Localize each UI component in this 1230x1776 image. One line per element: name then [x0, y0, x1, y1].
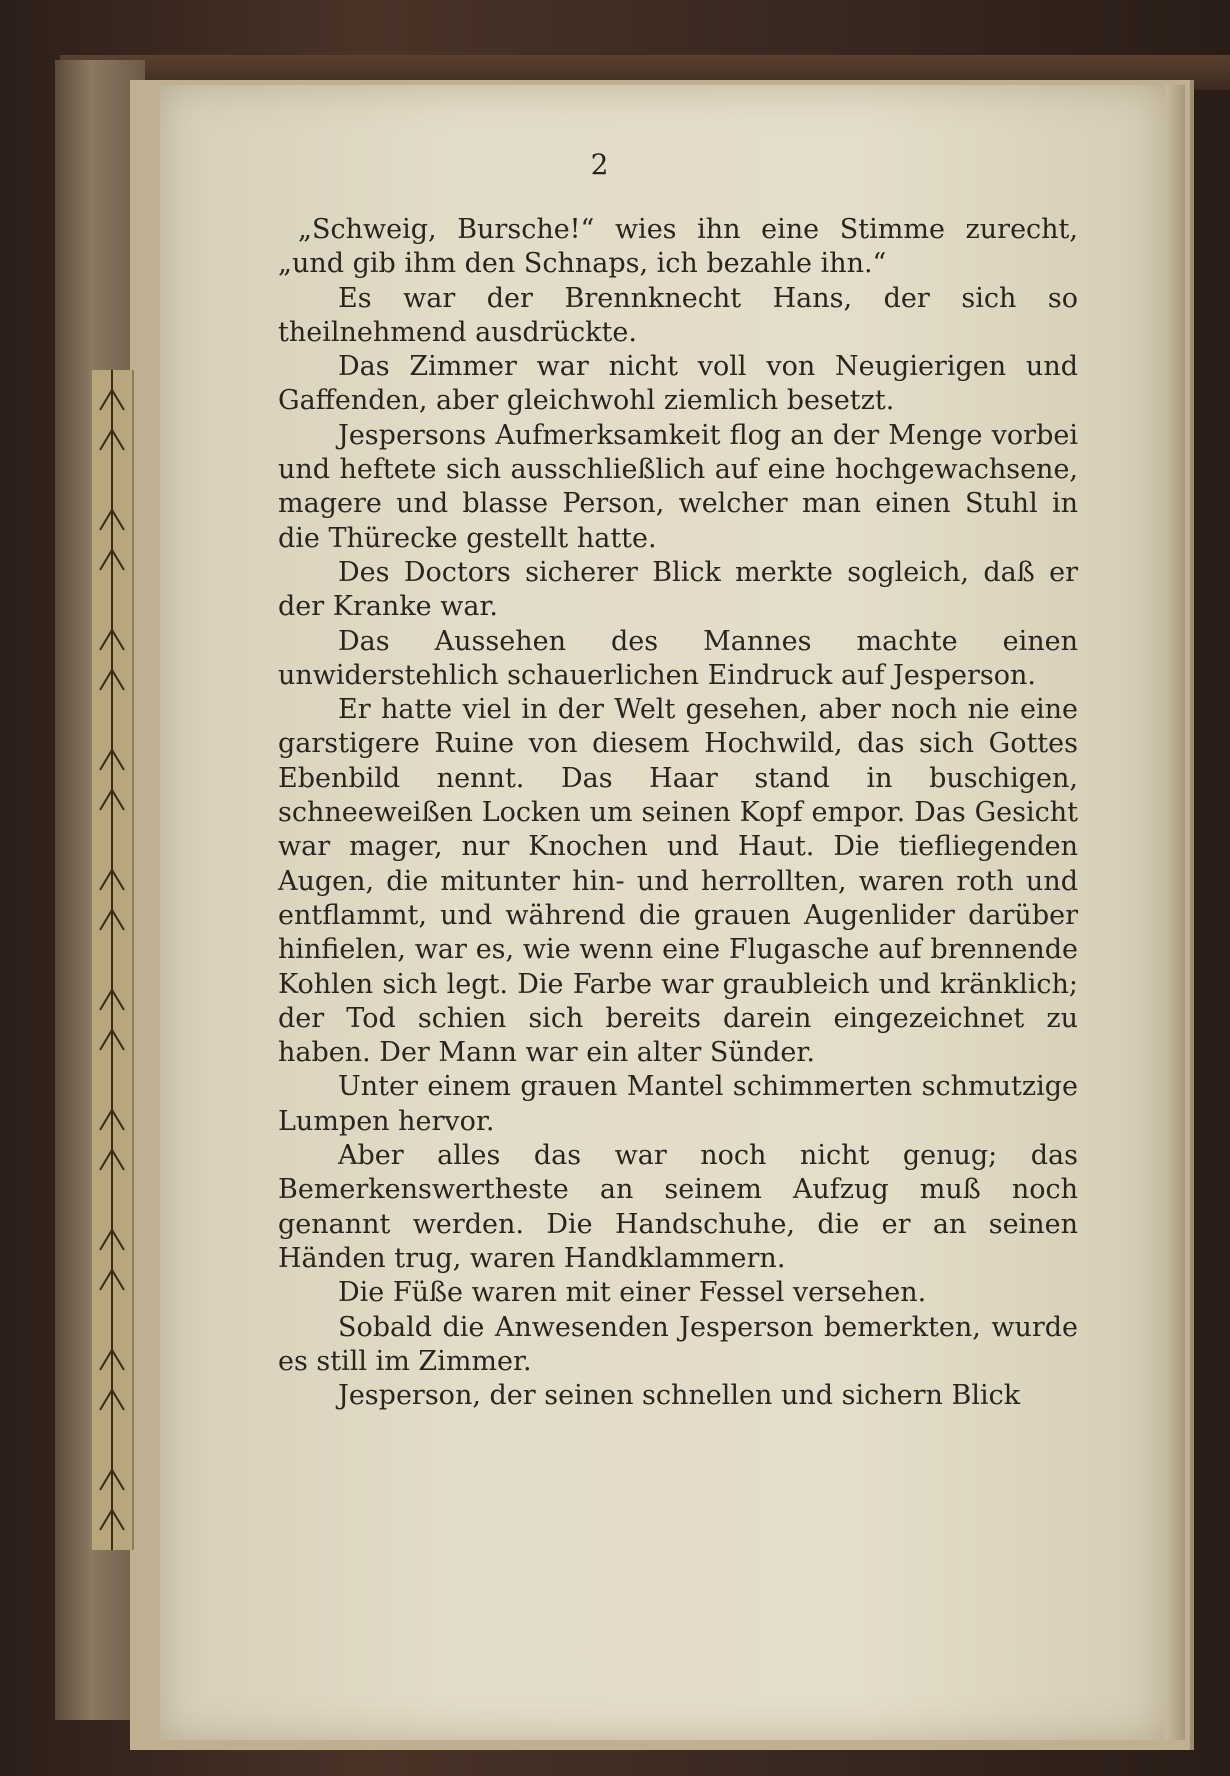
paragraph: Aber alles das war noch nicht genug; das Bemerkenswertheste an seinem Aufzug muß noch genannt werden. Die Handschuhe, die er an seinen Händen trug, waren Handklammern. [278, 1140, 1078, 1274]
ornamental-border [90, 370, 134, 1550]
paragraph: Das Aussehen des Mannes machte einen unwiderstehlich schauerlichen Eindruck auf Jesperson. [278, 625, 1078, 691]
paragraph: Jespersons Aufmerksamkeit flog an der Menge vorbei und heftete sich ausschließlich auf eine hochgewachsene, magere und blasse Person, welcher man einen Stuhl in die Thürecke gestellt hatte. [278, 419, 1078, 554]
paragraph: Die Füße waren mit einer Fessel versehen. [338, 1277, 927, 1309]
paragraph: Das Zimmer war nicht voll von Neugierigen und Gaffenden, aber gleichwohl ziemlich besetzt. [278, 351, 1078, 417]
page-number: 2 [590, 148, 610, 181]
paragraph: Des Doctors sicherer Blick merkte sogleich, daß er der Kranke war. [278, 556, 1078, 623]
paragraph: „Schweig, Bursche!“ wies ihn eine Stimme zurecht, „und gib ihm den Schnaps, ich bezahle ihn.“ [278, 214, 1078, 280]
page-edge [1165, 85, 1185, 1740]
paragraph: Unter einem grauen Mantel schimmerten schmutzige Lumpen hervor. [278, 1071, 1078, 1137]
paragraph: Es war der Brennknecht Hans, der sich so theilnehmend ausdrückte. [278, 282, 1078, 348]
book-page [160, 85, 1165, 1740]
ornament-pattern-icon [92, 370, 132, 1550]
page-text [278, 213, 1078, 1413]
paragraph: Er hatte viel in der Welt gesehen, aber noch nie eine garstigere Ruine von diesem Hochwild, das sich Gottes Ebenbild nennt. Das Haar stand in buschigen, schneeweißen Locken um seinen Kopf empor. Das Gesicht war mager, nur Knochen und Haut. Die tiefliegenden Augen, die mitunter hin- und herrollten, waren roth und entflammt, und während die grauen Augenlider darüber hinfielen, war es, wie wenn eine Flugasche auf brennende Kohlen sich legt. Die Farbe war graubleich und kränklich; der Tod schien sich bereits darein eingezeichnet zu haben. Der Mann war ein alter Sünder. [278, 694, 1078, 1069]
paragraph: Sobald die Anwesenden Jesperson bemerkten, wurde es still im Zimmer. [278, 1311, 1078, 1377]
paragraph: Jesperson, der seinen schnellen und sichern Blick [338, 1380, 1021, 1412]
